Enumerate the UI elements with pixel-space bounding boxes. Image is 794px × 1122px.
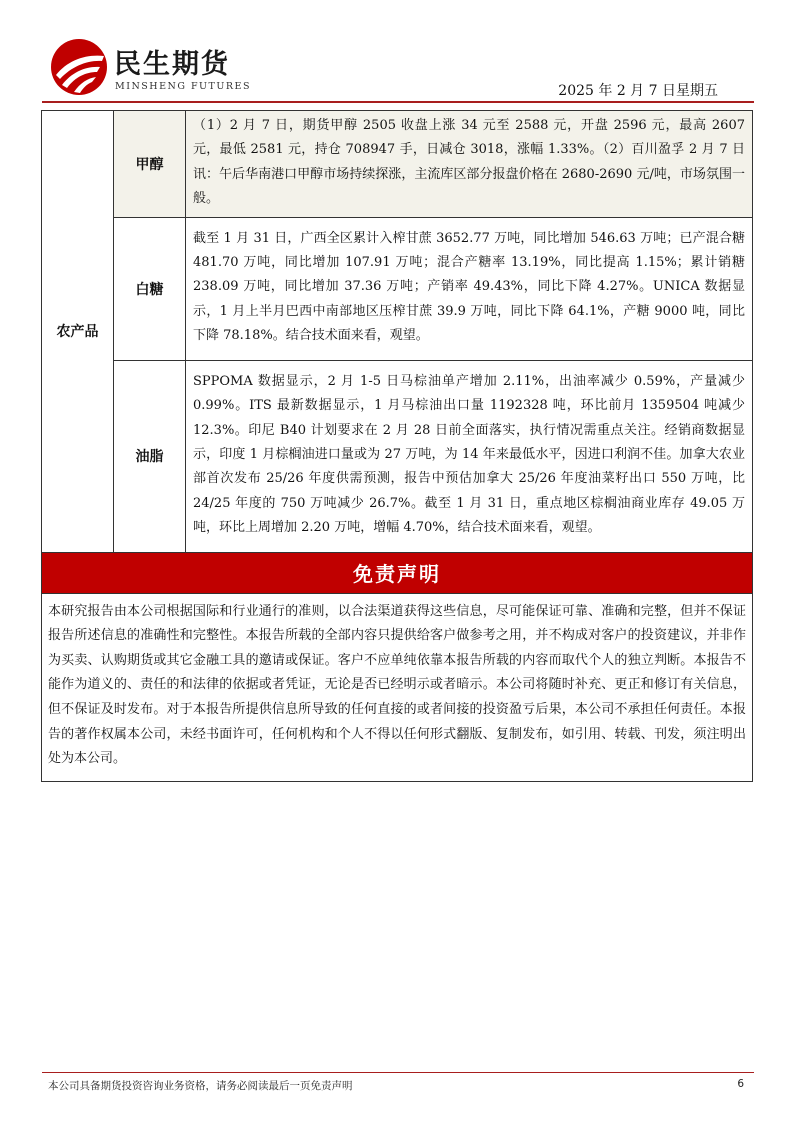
table-row bbox=[42, 111, 753, 218]
page-header bbox=[40, 38, 756, 100]
footer-divider bbox=[42, 1072, 754, 1073]
minsheng-logo-icon bbox=[50, 38, 108, 96]
disclaimer-text: 本研究报告由本公司根据国际和行业通行的准则，以合法渠道获得这些信息，尽可能保证可靠、准确和完整，但并不保证报告所述信息的准确性和完整性。本报告所载的全部内容只提供给客户做参考之用，并不构成对客户的投资建议，并非作为买卖、认购期货或其它金融工具的邀请或保证。客户不应单纯依靠本报告所载的内容而取代个人的独立判断。本报告不能作为道义的、责任的和法律的依据或者凭证，无论是否已经明示或者暗示。本公司将随时补充、更正和修订有关信息，但不保证及时发布。对于本报告所提供信息所导致的任何直接的或者间接的投资盈亏后果，本公司不承担任何责任。本报告的著作权属本公司，未经书面许可，任何机构和个人不得以任何形式翻版、复制发布，如引用、转载、刊发，须注明出处为本公司。 bbox=[42, 593, 753, 781]
commodity-name: 白糖 bbox=[114, 217, 186, 360]
header-divider bbox=[42, 101, 754, 103]
commodity-table bbox=[41, 110, 753, 782]
disclaimer-body-row bbox=[42, 593, 753, 781]
table-row bbox=[42, 360, 753, 552]
disclaimer-title-row bbox=[42, 552, 753, 593]
brand-name-en: MINSHENG FUTURES bbox=[115, 81, 251, 92]
commodity-name: 甲醇 bbox=[114, 111, 186, 218]
commodity-analysis: （1）2 月 7 日，期货甲醇 2505 收盘上涨 34 元至 2588 元，开盘 2596 元，最高 2607 元，最低 2581 元，持仓 708947 手，日减仓 3018，涨幅 1.33%。（2）百川盈孚 2 月 7 日讯：午后华南港口甲醇市场持续探涨，主流库区部分报盘价格在 2680-2690 元/吨，市场氛围一般。 bbox=[186, 111, 753, 218]
footer-notice: 本公司具备期货投资咨询业务资格，请务必阅读最后一页免责声明 bbox=[48, 1080, 353, 1092]
page-number: 6 bbox=[737, 1078, 744, 1090]
commodity-name: 油脂 bbox=[114, 360, 186, 552]
category-cell: 农产品 bbox=[42, 111, 114, 553]
brand-name-cn: 民生期货 bbox=[114, 49, 230, 80]
report-date: 2025 年 2 月 7 日星期五 bbox=[558, 83, 718, 99]
disclaimer-title: 免责声明 bbox=[42, 552, 753, 593]
table-row bbox=[42, 217, 753, 360]
commodity-analysis: 截至 1 月 31 日，广西全区累计入榨甘蔗 3652.77 万吨，同比增加 546.63 万吨；已产混合糖 481.70 万吨，同比增加 107.91 万吨；混合产糖率 13.19%，同比提高 1.15%；累计销糖 238.09 万吨，同比增加 37.36 万吨；产销率 49.43%，同比下降 4.27%。UNICA 数据显示，1 月上半月巴西中南部地区压榨甘蔗 39.9 万吨，同比下降 64.1%，产糖 9000 吨，同比下降 78.18%。结合技术面来看，观望。 bbox=[186, 217, 753, 360]
commodity-analysis: SPPOMA 数据显示，2 月 1-5 日马棕油单产增加 2.11%，出油率减少 0.59%，产量减少 0.99%。ITS 最新数据显示，1 月马棕油出口量 1192328 吨，环比前月 1359504 吨减少 12.3%。印尼 B40 计划要求在 2 月 28 日前全面落实，执行情况需重点关注。经销商数据显示，印度 1 月棕榈油进口量或为 27 万吨，为 14 年来最低水平，因进口利润不佳。加拿大农业部首次发布 25/26 年度供需预测，报告中预估加拿大 25/26 年度油菜籽出口 550 万吨，比 24/25 年度的 750 万吨减少 26.7%。截至 1 月 31 日，重点地区棕榈油商业库存 49.05 万吨，环比上周增加 2.20 万吨，增幅 4.70%，结合技术面来看，观望。 bbox=[186, 360, 753, 552]
